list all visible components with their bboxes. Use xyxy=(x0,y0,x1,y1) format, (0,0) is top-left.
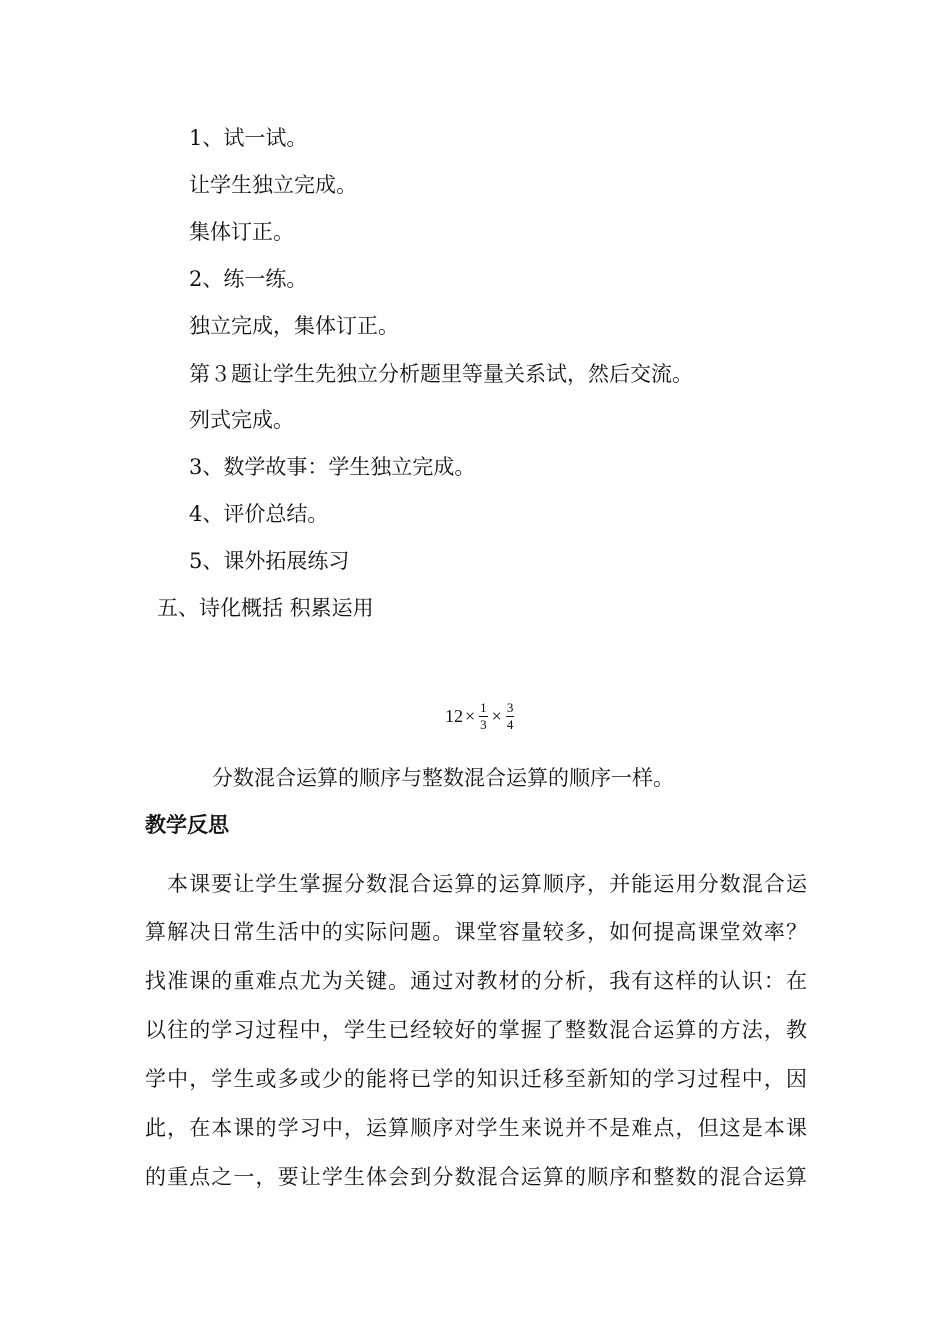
reflection-line: 本课要让学生掌握分数混合运算的运算顺序，并能运用分数混合运 xyxy=(167,872,807,896)
reflection-line: 的重点之一，要让学生体会到分数混合运算的顺序和整数的混合运算 xyxy=(145,1165,807,1189)
section-five-heading: 五、诗化概括 积累运用 xyxy=(157,596,374,620)
conclusion-sentence: 分数混合运算的顺序与整数混合运算的顺序一样。 xyxy=(212,766,674,790)
step-5: 5、课外拓展练习 xyxy=(189,549,350,573)
fraction-three-quarters xyxy=(506,700,515,733)
step-3: 3、数学故事：学生独立完成。 xyxy=(189,455,476,479)
formula-times-sign: × xyxy=(491,705,502,726)
fraction-numerator: 1 xyxy=(480,699,487,715)
reflection-line: 以往的学习过程中，学生已经较好的掌握了整数混合运算的方法，教 xyxy=(145,1018,807,1042)
step-2-problem-3: 第３题让学生先独立分析题里等量关系试，然后交流。 xyxy=(189,362,693,386)
reflection-line: 学中，学生或多或少的能将已学的知识迁移至新知的学习过程中，因 xyxy=(145,1067,807,1091)
step-1-instruction: 让学生独立完成。 xyxy=(189,173,357,197)
fraction-one-third xyxy=(479,700,488,733)
step-4: 4、评价总结。 xyxy=(189,502,329,526)
reflection-line: 找准课的重难点尤为关键。通过对教材的分析，我有这样的认识：在 xyxy=(145,969,807,993)
formula-lead-number: 12 xyxy=(445,705,463,726)
step-2: 2、练一练。 xyxy=(189,267,308,291)
fraction-denominator: 4 xyxy=(506,716,514,732)
fraction-numerator: 3 xyxy=(506,699,514,715)
step-1-correction: 集体订正。 xyxy=(189,220,294,244)
formula-times-sign: × xyxy=(465,705,476,726)
math-formula xyxy=(445,694,516,738)
reflection-heading: 教学反思 xyxy=(145,813,229,837)
reflection-line: 此，在本课的学习中，运算顺序对学生来说并不是难点，但这是本课 xyxy=(145,1116,807,1140)
step-1: 1、试一试。 xyxy=(189,126,308,150)
reflection-line: 算解决日常生活中的实际问题。课堂容量较多，如何提高课堂效率？ xyxy=(145,920,807,944)
step-2-formula-note: 列式完成。 xyxy=(189,408,294,432)
step-2-instruction: 独立完成，集体订正。 xyxy=(189,314,399,338)
fraction-denominator: 3 xyxy=(480,716,487,732)
